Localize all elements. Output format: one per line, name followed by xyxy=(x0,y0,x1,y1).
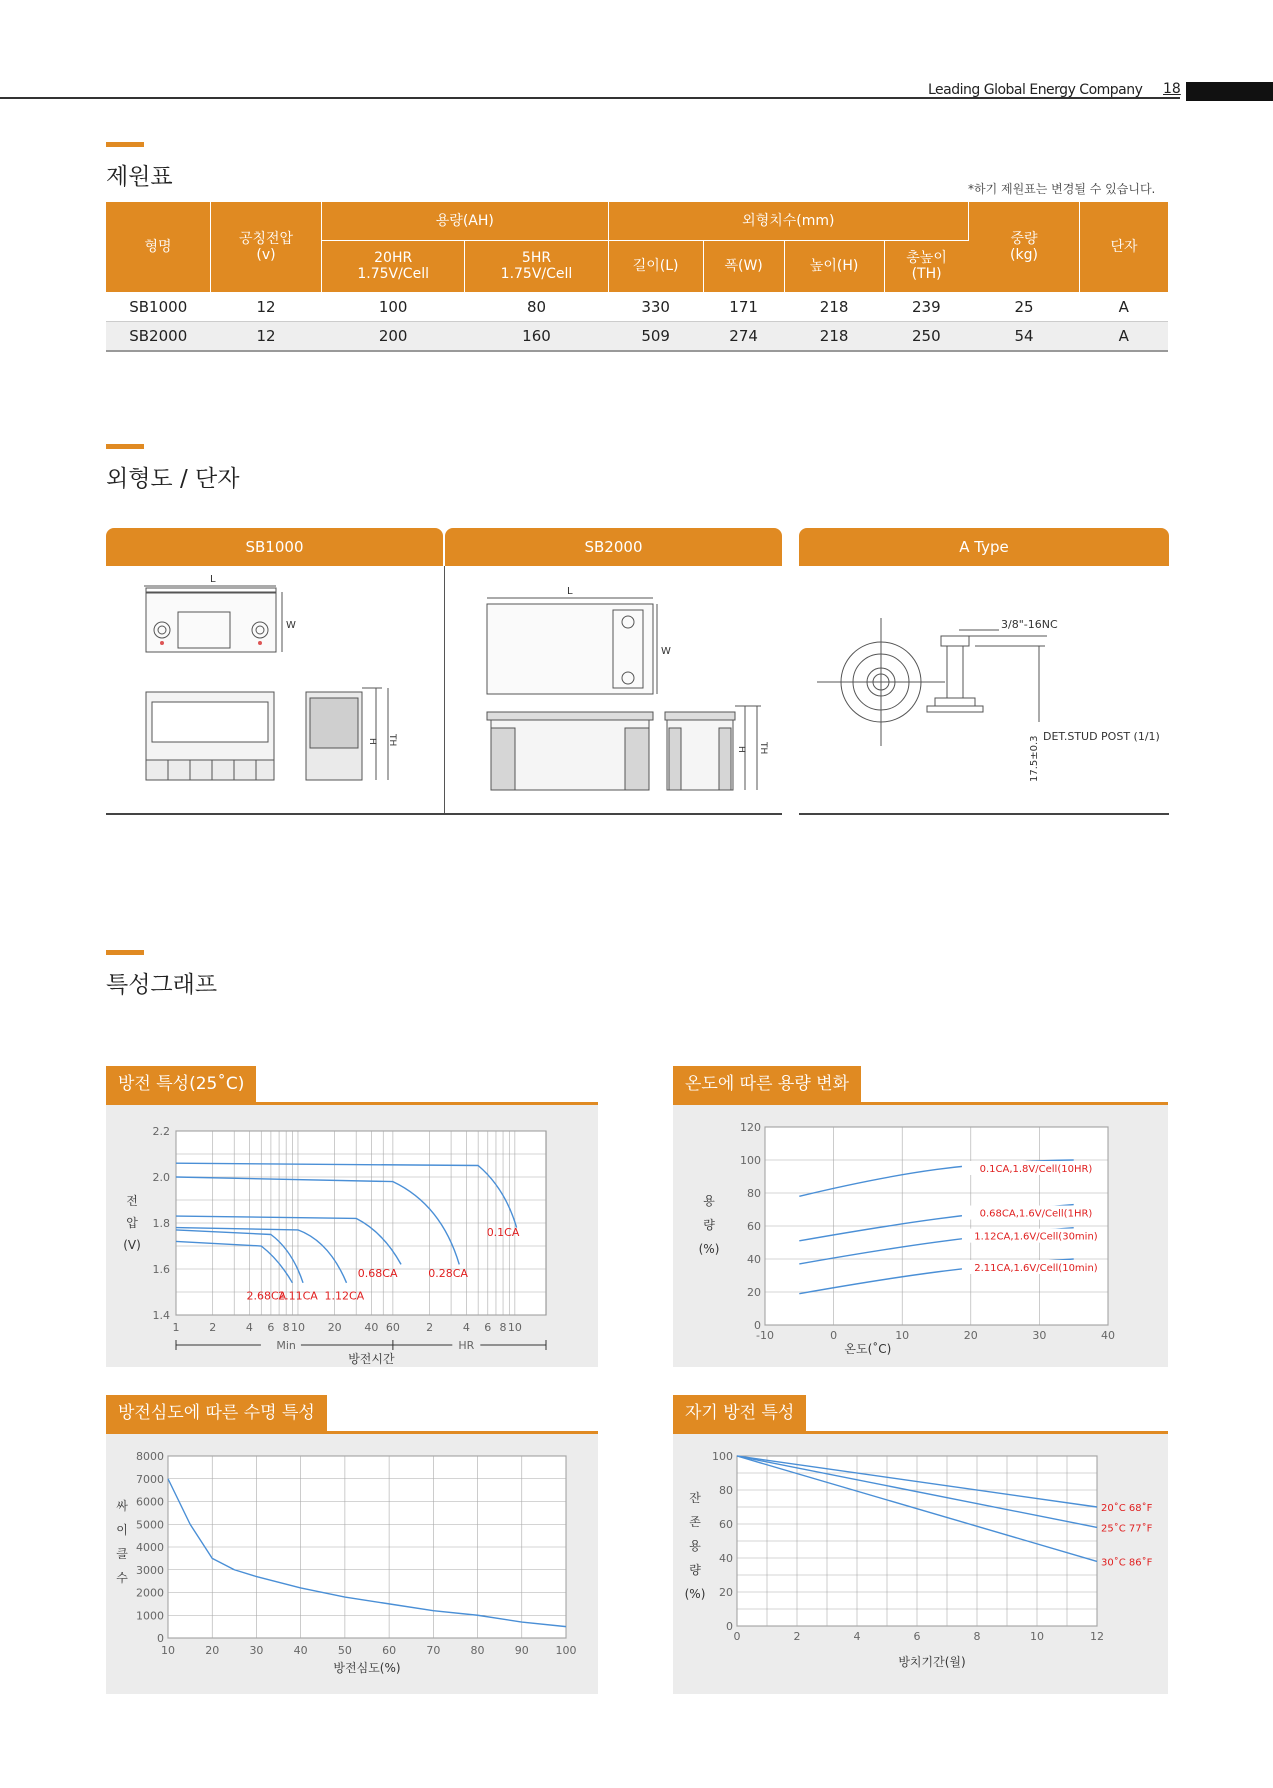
curve-label: 0.1CA,1.8V/Cell(10HR) xyxy=(979,1164,1093,1175)
thread-spec: 3/8"-16NC xyxy=(1001,618,1058,631)
y-axis-label: 압 xyxy=(126,1216,138,1230)
outline-section-title: 외형도 / 단자 xyxy=(106,466,240,492)
cell: 160 xyxy=(465,321,608,351)
hr-label: HR xyxy=(458,1339,475,1352)
col-capacity: 용량(AH) xyxy=(322,202,609,240)
self-discharge-chart xyxy=(673,1434,1168,1694)
y-axis-label: 용 xyxy=(703,1194,715,1208)
x-tick-label: 20 xyxy=(963,1329,978,1342)
y-axis-label: (V) xyxy=(123,1238,141,1252)
x-tick-label: 40 xyxy=(293,1644,308,1657)
curve-label: 1.12CA,1.6V/Cell(30min) xyxy=(974,1231,1098,1243)
tab-a-type: A Type xyxy=(799,528,1169,566)
y-tick-label: 60 xyxy=(747,1220,761,1233)
cell: 80 xyxy=(465,292,608,321)
divider xyxy=(106,813,782,815)
table-row xyxy=(106,292,1168,321)
x-tick-label: 20 xyxy=(205,1644,220,1657)
spec-note: *하기 제원표는 변경될 수 있습니다. xyxy=(968,182,1156,196)
y-tick-label: 100 xyxy=(712,1450,733,1463)
y-tick-label: 40 xyxy=(719,1552,733,1565)
cell: 509 xyxy=(608,321,703,351)
y-tick-label: 80 xyxy=(719,1484,733,1497)
y-tick-label: 5000 xyxy=(136,1518,164,1532)
y-tick-label: 40 xyxy=(747,1253,761,1266)
y-axis-label: 싸 xyxy=(116,1499,128,1513)
label-width: W xyxy=(286,620,296,631)
label-length: L xyxy=(567,586,573,597)
sb1000-drawing xyxy=(106,568,443,812)
cell: 171 xyxy=(703,292,784,321)
y-tick-label: 1.6 xyxy=(152,1263,170,1276)
y-axis-label: 잔 xyxy=(689,1491,701,1505)
y-tick-label: 80 xyxy=(747,1187,761,1200)
curve-label: 2.68CA xyxy=(246,1289,287,1303)
x-tick-label: 80 xyxy=(470,1644,485,1657)
x-tick-label: 30 xyxy=(1032,1329,1047,1342)
y-axis-label: 용 xyxy=(689,1539,701,1553)
section-marker xyxy=(106,444,144,449)
temperature-chart xyxy=(673,1105,1168,1367)
tab-sb1000: SB1000 xyxy=(106,528,443,566)
company-tagline: Leading Global Energy Company xyxy=(928,82,1143,98)
cell: 12 xyxy=(211,321,322,351)
y-tick-label: 1.4 xyxy=(152,1309,170,1322)
graphs-section-title: 특성그래프 xyxy=(106,972,218,998)
curve-label: 1.12CA xyxy=(324,1289,365,1303)
cell: 239 xyxy=(884,292,968,321)
stud-post-label: DET.STUD POST (1/1) xyxy=(1043,730,1160,743)
section-marker xyxy=(106,950,144,955)
y-tick-label: 60 xyxy=(719,1518,733,1531)
curve-label: 0.68CA xyxy=(357,1267,398,1280)
label-height: H xyxy=(367,738,377,745)
self-discharge-graph-title: 자기 방전 특성 xyxy=(673,1395,806,1431)
x-tick-label: 10 xyxy=(507,1321,522,1334)
curve-label: 30˚C 86˚F xyxy=(1101,1557,1153,1569)
cycle-graph-title: 방전심도에 따른 수명 특성 xyxy=(106,1395,327,1431)
header-black-bar xyxy=(1186,82,1273,101)
col-total-height: 총높이 (TH) xyxy=(884,240,968,292)
x-tick-label: 10 xyxy=(895,1329,910,1342)
x-tick-label: 1 xyxy=(172,1321,180,1334)
col-20hr: 20HR 1.75V/Cell xyxy=(322,240,465,292)
y-tick-label: 2.0 xyxy=(152,1171,170,1184)
y-tick-label: 0 xyxy=(726,1620,733,1633)
label-total-height: TH xyxy=(758,742,768,755)
x-tick-label: 50 xyxy=(337,1644,352,1657)
y-axis-label: 량 xyxy=(703,1218,715,1232)
x-tick-label: 12 xyxy=(1090,1630,1104,1643)
label-length: L xyxy=(210,574,216,585)
spec-table xyxy=(106,202,1168,352)
x-tick-label: 4 xyxy=(462,1321,470,1334)
y-tick-label: 3000 xyxy=(136,1563,164,1577)
y-tick-label: 2.2 xyxy=(152,1125,170,1138)
y-tick-label: 4000 xyxy=(136,1541,164,1554)
y-axis-label: (%) xyxy=(684,1587,706,1601)
x-tick-label: -10 xyxy=(756,1329,774,1342)
x-tick-label: 40 xyxy=(364,1321,379,1334)
discharge-graph-title: 방전 특성(25˚C) xyxy=(106,1066,256,1102)
tab-sb2000: SB2000 xyxy=(445,528,782,566)
cell: SB2000 xyxy=(106,321,211,351)
x-tick-label: 6 xyxy=(484,1321,492,1334)
col-voltage: 공칭전압 (v) xyxy=(211,202,322,292)
y-tick-label: 8000 xyxy=(136,1450,164,1463)
cell: 218 xyxy=(784,321,884,351)
cell: 274 xyxy=(703,321,784,351)
temperature-graph-title: 온도에 따른 용량 변화 xyxy=(673,1066,861,1102)
curve-label: 20˚C 68˚F xyxy=(1101,1503,1153,1514)
y-tick-label: 6000 xyxy=(136,1495,164,1509)
cell: A xyxy=(1080,292,1169,321)
cell: 12 xyxy=(211,292,322,321)
y-axis-label: 이 xyxy=(116,1523,128,1537)
y-axis-label: (%) xyxy=(698,1242,720,1256)
curve-label: 2.11CA,1.6V/Cell(10min) xyxy=(974,1263,1098,1274)
x-tick-label: 0 xyxy=(733,1630,741,1643)
x-tick-label: 60 xyxy=(382,1644,397,1657)
x-axis-label: 방치기간(월) xyxy=(898,1655,966,1669)
x-tick-label: 0 xyxy=(830,1329,838,1342)
min-label: Min xyxy=(276,1339,296,1352)
x-tick-label: 60 xyxy=(385,1321,400,1334)
table-row xyxy=(106,321,1168,351)
y-axis-label: 수 xyxy=(116,1571,128,1585)
col-length: 길이(L) xyxy=(608,240,703,292)
cell: 250 xyxy=(884,321,968,351)
label-total-height: TH xyxy=(387,734,397,747)
x-tick-label: 4 xyxy=(853,1630,861,1643)
page-number: 18 xyxy=(1163,81,1181,97)
col-width: 폭(W) xyxy=(703,240,784,292)
y-tick-label: 2000 xyxy=(136,1586,164,1600)
x-tick-label: 2 xyxy=(426,1321,434,1334)
section-marker xyxy=(106,142,144,147)
curve-label: 25˚C 77˚F xyxy=(1101,1523,1153,1535)
label-height: H xyxy=(736,746,746,753)
x-axis-label: 방전심도(%) xyxy=(333,1661,401,1675)
x-tick-label: 90 xyxy=(514,1644,529,1657)
x-tick-label: 8 xyxy=(282,1321,290,1334)
y-axis-label: 량 xyxy=(689,1563,701,1577)
cell: 54 xyxy=(969,321,1080,351)
y-tick-label: 1000 xyxy=(136,1609,164,1623)
cell: 200 xyxy=(322,321,465,351)
cell: 100 xyxy=(322,292,465,321)
y-tick-label: 7000 xyxy=(136,1472,164,1486)
col-5hr: 5HR 1.75V/Cell xyxy=(465,240,608,292)
cell: A xyxy=(1080,321,1169,351)
cell: SB1000 xyxy=(106,292,211,321)
cell: 330 xyxy=(608,292,703,321)
discharge-chart xyxy=(106,1105,598,1367)
col-weight: 중량 (kg) xyxy=(969,202,1080,292)
col-model: 형명 xyxy=(106,202,211,292)
curve-label: 2.11CA xyxy=(278,1289,318,1303)
cell: 25 xyxy=(969,292,1080,321)
cell: 218 xyxy=(784,292,884,321)
sb2000-drawing xyxy=(445,568,782,812)
cycle-chart xyxy=(106,1434,598,1694)
x-tick-label: 10 xyxy=(1030,1630,1044,1643)
curve-label: 0.28CA xyxy=(428,1267,468,1280)
y-tick-label: 0 xyxy=(157,1632,164,1645)
stud-dimension: 17.5±0.3 xyxy=(1029,735,1040,782)
label-width: W xyxy=(661,646,671,657)
col-height: 높이(H) xyxy=(784,240,884,292)
x-tick-label: 4 xyxy=(245,1321,253,1334)
divider xyxy=(799,813,1169,815)
x-tick-label: 20 xyxy=(327,1321,342,1334)
y-tick-label: 1.8 xyxy=(152,1217,170,1230)
x-tick-label: 8 xyxy=(973,1630,981,1643)
x-tick-label: 10 xyxy=(161,1644,175,1657)
a-type-terminal-drawing xyxy=(799,568,1169,812)
x-axis-label: 온도(˚C) xyxy=(844,1342,892,1356)
x-axis-label: 방전시간 xyxy=(348,1352,395,1366)
col-dims: 외형치수(mm) xyxy=(608,202,968,240)
x-tick-label: 10 xyxy=(290,1321,305,1334)
curve-label: 0.1CA xyxy=(486,1226,520,1240)
y-tick-label: 20 xyxy=(747,1286,761,1299)
x-tick-label: 6 xyxy=(913,1630,921,1643)
x-tick-label: 40 xyxy=(1101,1329,1115,1342)
curve-label: 0.68CA,1.6V/Cell(1HR) xyxy=(979,1208,1093,1220)
y-tick-label: 120 xyxy=(740,1121,761,1134)
y-axis-label: 전 xyxy=(126,1194,138,1208)
x-tick-label: 2 xyxy=(209,1321,217,1334)
col-terminal: 단자 xyxy=(1080,202,1169,292)
x-tick-label: 100 xyxy=(555,1644,577,1657)
x-tick-label: 2 xyxy=(793,1630,801,1643)
spec-section-title: 제원표 xyxy=(106,164,173,190)
x-tick-label: 6 xyxy=(267,1321,275,1334)
y-tick-label: 0 xyxy=(754,1319,761,1332)
y-tick-label: 20 xyxy=(719,1586,733,1599)
x-tick-label: 30 xyxy=(249,1644,264,1657)
y-tick-label: 100 xyxy=(740,1154,761,1167)
y-axis-label: 클 xyxy=(116,1547,128,1561)
y-axis-label: 존 xyxy=(689,1515,701,1529)
x-tick-label: 8 xyxy=(499,1321,507,1334)
x-tick-label: 70 xyxy=(426,1644,441,1657)
